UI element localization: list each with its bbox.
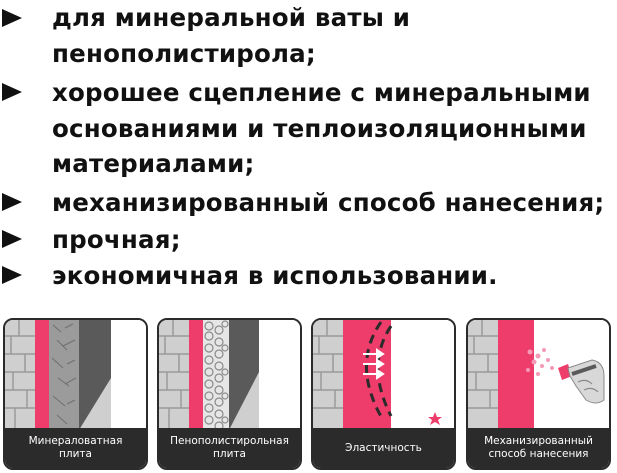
card-spray <box>466 318 611 470</box>
list-item <box>0 187 617 219</box>
card-caption-line: Минераловатная <box>28 435 123 447</box>
elasticity-icon <box>313 320 454 430</box>
mineral-wool-layer-icon <box>5 320 146 430</box>
feature-cards <box>0 318 617 473</box>
bullet-triangle-icon <box>2 9 22 27</box>
card-caption-line: плита <box>59 448 92 460</box>
list-item <box>0 113 617 145</box>
card-elasticity <box>311 318 456 470</box>
card-caption <box>159 428 300 468</box>
bullet-triangle-icon <box>2 266 22 284</box>
card-caption <box>313 428 454 468</box>
card-caption-line: Механизированный <box>484 435 593 447</box>
list-item-text: прочная; <box>52 225 181 254</box>
card-caption <box>5 428 146 468</box>
bullet-triangle-icon <box>2 193 22 211</box>
card-caption <box>468 428 609 468</box>
list-item <box>0 77 617 109</box>
list-item-text: пенополистирола; <box>52 39 316 68</box>
spray-gun-icon <box>468 320 609 430</box>
bullet-triangle-icon <box>2 230 22 248</box>
list-item-text: материалами; <box>52 149 255 178</box>
card-caption-line: Эластичность <box>345 441 422 454</box>
list-item <box>0 38 617 70</box>
card-caption-line: способ нанесения <box>488 448 589 460</box>
card-polystyrene <box>157 318 302 470</box>
card-mineral-wool <box>3 318 148 470</box>
list-item-text: механизированный способ нанесения; <box>52 188 605 217</box>
list-item <box>0 148 617 180</box>
list-item <box>0 224 617 256</box>
list-item-text: экономичная в использовании. <box>52 261 498 290</box>
list-item-text: основаниями и теплоизоляционными <box>52 114 587 143</box>
list-item-text: для минеральной ваты и <box>52 3 411 32</box>
bullet-triangle-icon <box>2 83 22 101</box>
list-item-text: хорошее сцепление с минеральными <box>52 78 591 107</box>
list-item <box>0 260 617 292</box>
card-caption-line: плита <box>213 448 246 460</box>
card-caption-line: Пенополистирольная <box>170 435 289 447</box>
list-item <box>0 2 617 34</box>
polystyrene-layer-icon <box>159 320 300 430</box>
